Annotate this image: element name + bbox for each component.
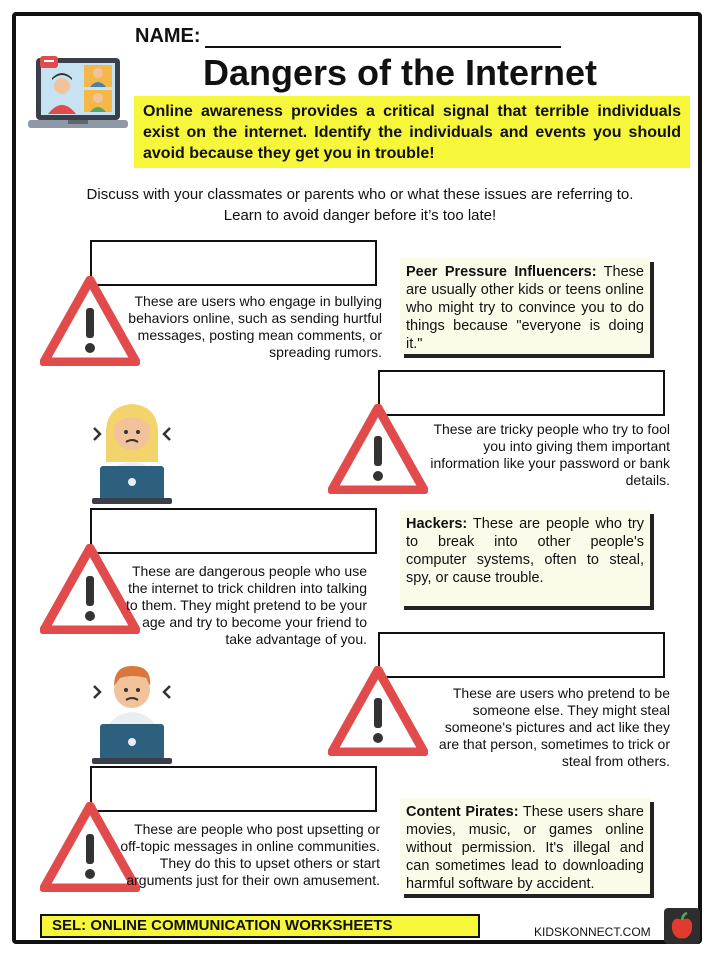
- instructions-line-2: Learn to avoid danger before it’s too late!: [223, 207, 497, 224]
- stressed-boy-laptop-icon: [86, 658, 178, 766]
- warning-icon: [328, 404, 428, 494]
- clue-card-2: [400, 510, 650, 606]
- instructions-line-1: Discuss with your classmates or parents who or what these issues are referring to.: [86, 186, 634, 203]
- description-1: These are users who engage in bullying behaviors online, such as sending hurtful messages, posting mean comments, or spreading rumors.: [128, 293, 382, 360]
- description-3: These are dangerous people who use the internet to trick children into talking to them. They might pretend to be your age and try to become your friend to take advantage of you.: [126, 563, 367, 647]
- card-text: These are people who try to break into other people's computer systems, often to steal, spy, or cause trouble.: [406, 516, 644, 586]
- stressed-girl-laptop-icon: [86, 398, 178, 506]
- clue-card-1: [400, 258, 650, 354]
- card-term: Hackers:: [406, 516, 468, 532]
- clue-card-3: [400, 798, 650, 894]
- apple-logo-icon: [664, 908, 700, 944]
- intro-callout: Online awareness provides a critical signal that terrible individuals exist on the internet. Identify the individuals and events you should avoid because they get you in trouble!: [134, 96, 690, 168]
- site-url: KIDSKONNECT.COM: [534, 925, 651, 939]
- name-field-line[interactable]: [205, 46, 561, 48]
- description-2: These are tricky people who try to fool you into giving them important information like your password or bank details.: [430, 421, 670, 488]
- page-title: Dangers of the Internet: [202, 52, 598, 93]
- description-4: These are users who pretend to be someone else. They might steal someone's pictures and act like they are that person, sometimes to trick or steal from others.: [438, 685, 670, 769]
- description-5: These are people who post upsetting or off-topic messages in online communities. They do this to upset others or start arguments just for their own amusement.: [120, 821, 380, 888]
- card-term: Peer Pressure Influencers:: [406, 264, 597, 280]
- card-text: These are usually other kids or teens online who might try to convince you to do things because "everyone is doing it.": [406, 264, 644, 352]
- warning-icon: [328, 666, 428, 756]
- card-term: Content Pirates:: [406, 804, 519, 820]
- name-label: NAME:: [135, 25, 201, 47]
- card-text: These users share movies, music, or games online without permission. It's illegal and can sometimes lead to downloading harmful software by accident.: [406, 804, 644, 892]
- video-call-laptop-icon: [26, 56, 130, 136]
- footer-banner: SEL: ONLINE COMMUNICATION WORKSHEETS: [40, 914, 480, 938]
- instructions: [40, 184, 680, 226]
